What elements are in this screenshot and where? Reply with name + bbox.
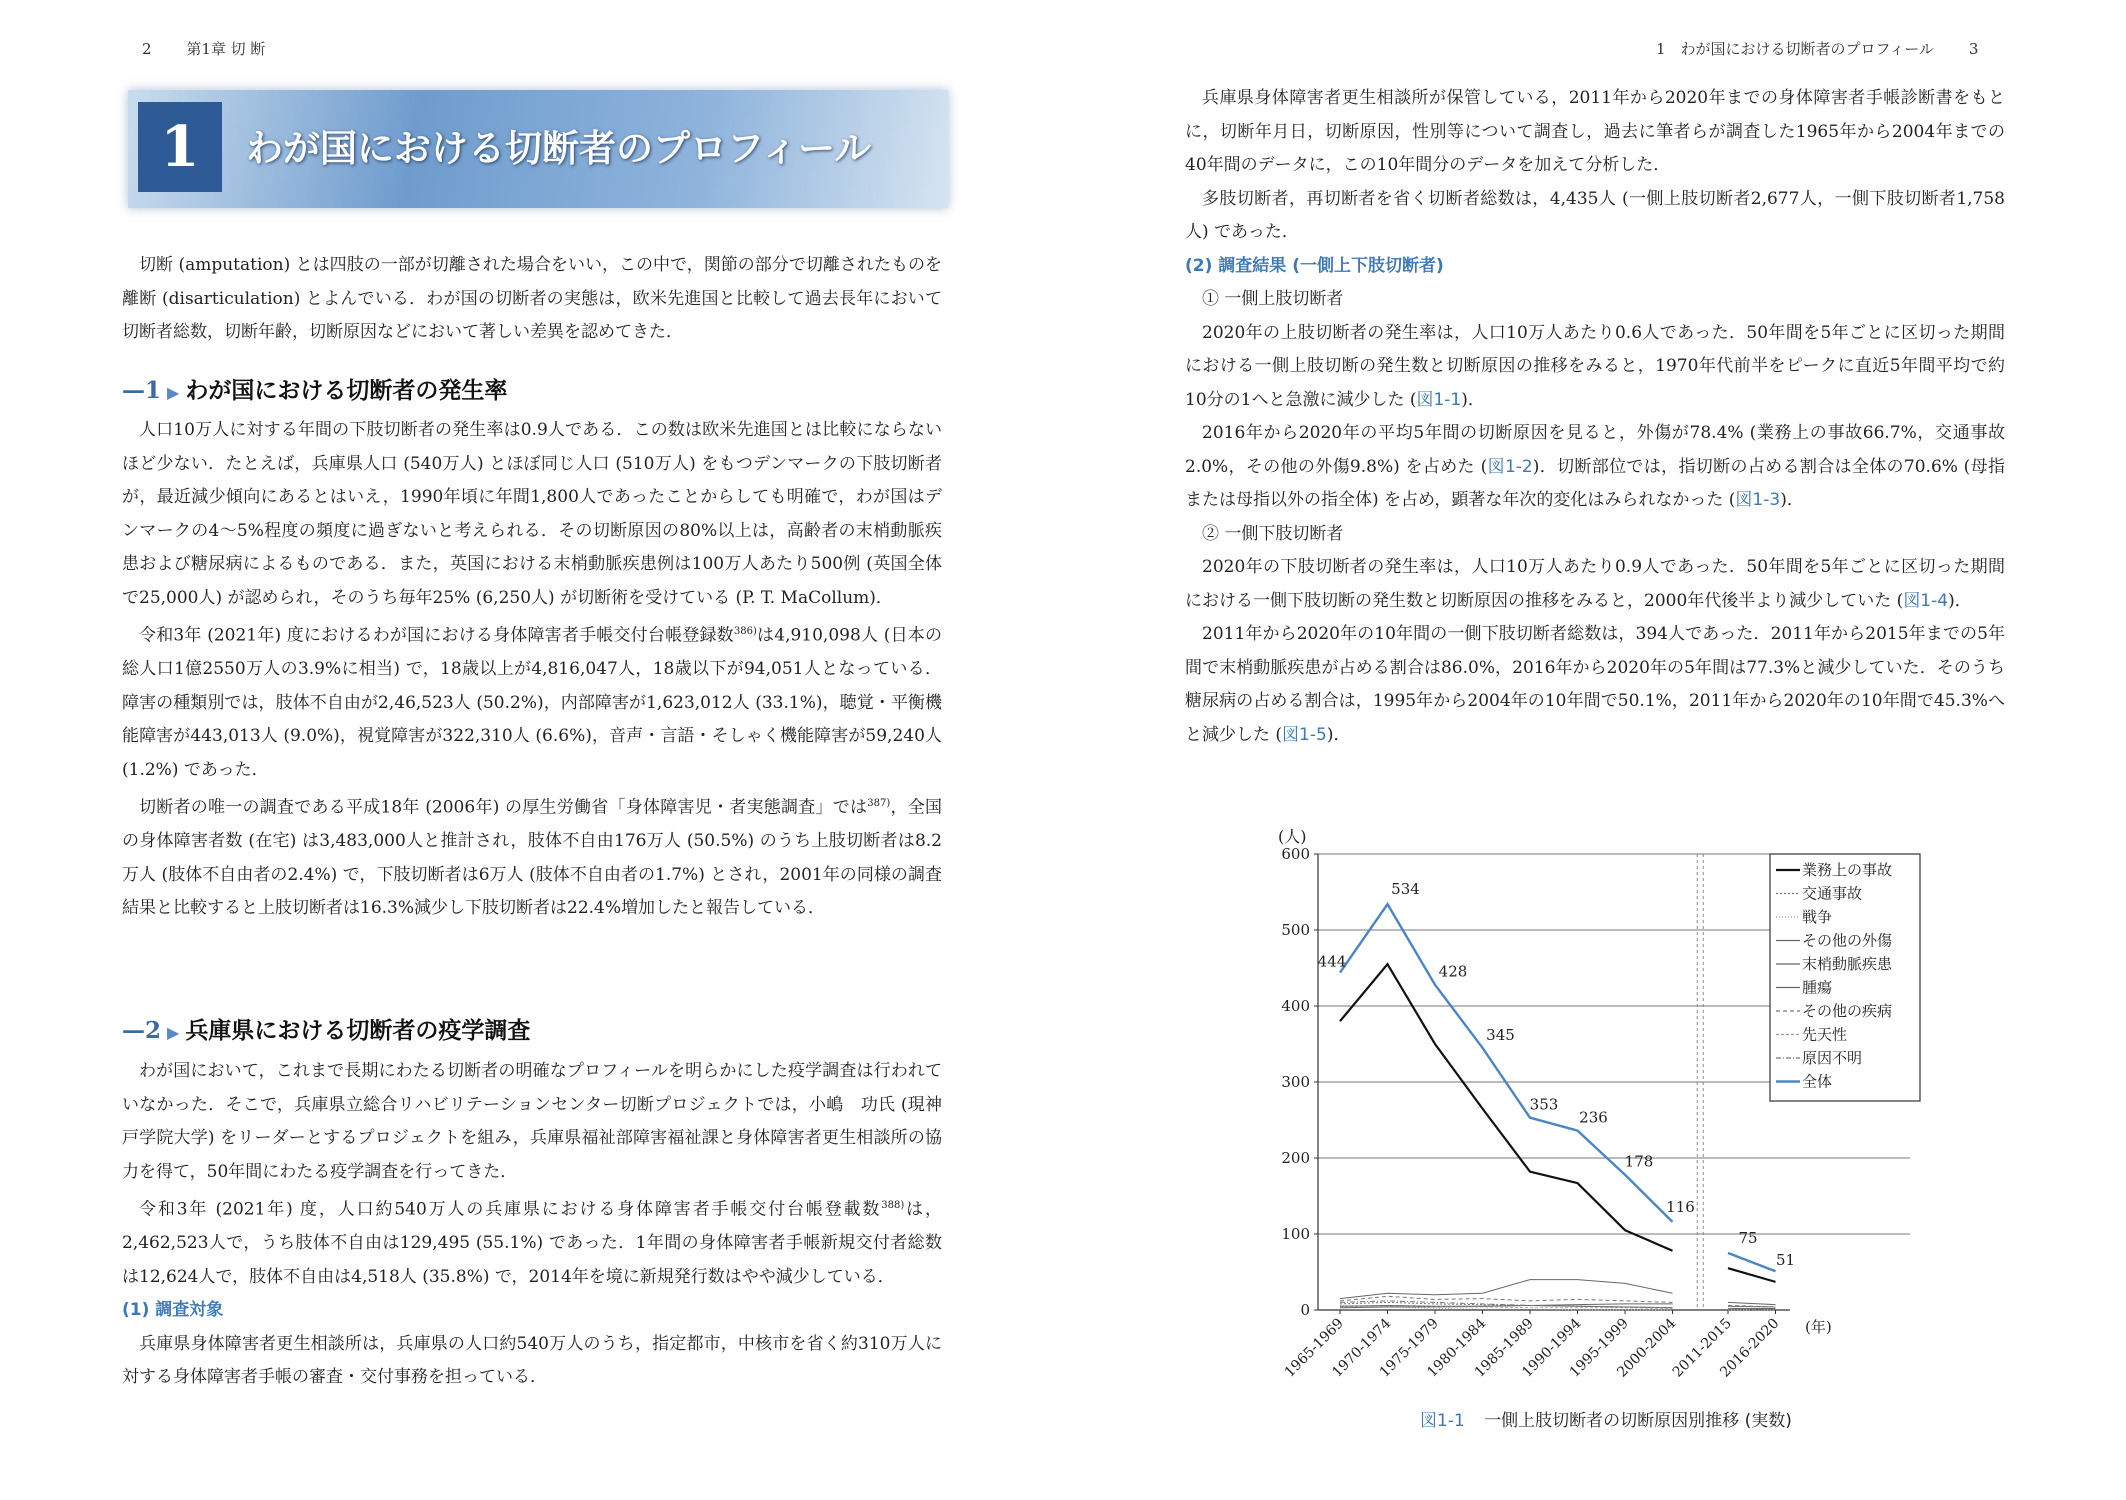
series-line-4 xyxy=(1728,1302,1776,1304)
section-1-title: わが国における切断者の発生率 xyxy=(185,377,508,404)
legend-entry: その他の疾病 xyxy=(1802,1002,1893,1020)
y-tick-label: 0 xyxy=(1300,1301,1310,1319)
data-label: 428 xyxy=(1438,962,1468,981)
right-page-number: 3 xyxy=(1968,40,1979,58)
legend-entry: 原因不明 xyxy=(1802,1049,1863,1067)
right-paragraph-2: 多肢切断者，再切断者を省く切断者総数は，4,435人 (一側上肢切断者2,677人，一側下肢切断者1,758人) であった． xyxy=(1185,188,2005,242)
section-1-number: 1 xyxy=(145,377,162,404)
data-label: 444 xyxy=(1317,952,1347,971)
x-axis-label: (年) xyxy=(1805,1318,1832,1336)
data-label: 116 xyxy=(1666,1197,1695,1216)
legend-entry: その他の外傷 xyxy=(1802,931,1893,950)
y-tick-label: 200 xyxy=(1281,1149,1310,1167)
section-1-heading: —1 ▶ わが国における切断者の発生率 xyxy=(122,377,508,404)
section-2-paragraph-2: 令和3年 (2021年) 度，人口約540万人の兵庫県における身体障害者手帳交付台帳登載数$^{388)}$は，2,462,523人で，うち肢体不自由は129,495 (55.1%) であった．1年間の身体障害者手帳新規交付者総数は12,624人で，肢体不自由は4,518人 (35.8%) で，2014年を境に新規発行数はやや減少している． xyxy=(122,1199,943,1287)
x-tick-label: 1985-1989 xyxy=(1471,1315,1537,1381)
item-1-heading: ① 一側上肢切断者 xyxy=(1202,289,1344,309)
series-line-10 xyxy=(1340,904,1673,1222)
series-line-4 xyxy=(1340,1280,1673,1299)
left-running-head xyxy=(142,38,265,59)
triangle-icon: ▶ xyxy=(167,1023,180,1042)
series-line-10 xyxy=(1728,1253,1776,1271)
subsection-1-paragraph: 兵庫県身体障害者更生相談所は，兵庫県の人口約540万人のうち，指定都市，中核市を省く約310万人に対する身体障害者手帳の審査・交付事務を担っている． xyxy=(122,1333,942,1388)
right-paragraph-1: 兵庫県身体障害者更生相談所が保管している，2011年から2020年までの身体障害者手帳診断書をもとに，切断年月日，切断原因，性別等について調査し，過去に筆者らが調査した1965年から2004年までの40年間のデータに，この10年間分のデータを加えて分析した． xyxy=(1185,88,2005,175)
item-1-paragraph-2: 2016年から2020年の平均5年間の切断原因を見ると，外傷が78.4% (業務上の事故66.7%，交通事故2.0%，その他の外傷9.8%) を占めた (図1-2)．切断部位では，指切断の占める割合は全体の70.6% (母指または母指以外の指全体) を占め，顕著な年次的変化はみられなかった (図1-3)． xyxy=(1185,423,2005,510)
y-axis-label: (人) xyxy=(1278,827,1307,846)
item-2-heading: ② 一側下肢切断者 xyxy=(1202,523,1344,544)
legend-entry: 全体 xyxy=(1802,1072,1833,1091)
chapter-section-banner xyxy=(128,90,948,208)
subsection-1-heading: (1) 調査対象 xyxy=(122,1300,224,1321)
section-2-paragraph-1: わが国において，これまで長期にわたる切断者の明確なプロフィールを明らかにした疫学調査は行われていなかった．そこで，兵庫県立総合リハビリテーションセンター切断プロジェクトでは，小嶋 功氏 (現神戸学院大学) をリーダーとするプロジェクトを組み，兵庫県福祉部障害福祉課と身体障害者更生相談所の協力を得て，50年間にわたる疫学調査を行ってきた． xyxy=(122,1061,942,1182)
section-2-heading: —2 ▶ 兵庫県における切断者の疫学調査 xyxy=(122,1017,531,1044)
legend-entry: 末梢動脈疾患 xyxy=(1802,955,1893,973)
data-label: 534 xyxy=(1391,880,1420,899)
item-1-paragraph-1: 2020年の上肢切断者の発生率は，人口10万人あたり0.6人であった．50年間を5年ごとに区切った期間における一側上肢切断の発生数と切断原因の推移をみると，1970年代前半をピークに直近5年間平均で約10分の1へと急激に減少した (図1-1)． xyxy=(1185,322,2005,410)
triangle-icon: ▶ xyxy=(167,383,180,402)
section-2-number: 2 xyxy=(145,1017,162,1044)
x-tick-label: 1995-1999 xyxy=(1566,1315,1632,1381)
legend-entry: 交通事故 xyxy=(1802,884,1863,903)
x-tick-label: 1965-1969 xyxy=(1281,1315,1347,1381)
figure-ref-1-3[interactable]: 図1-3 xyxy=(1735,490,1781,510)
x-tick-label: 1970-1974 xyxy=(1329,1315,1395,1381)
legend-entry: 戦争 xyxy=(1802,908,1833,926)
x-tick-label: 1975-1979 xyxy=(1376,1315,1442,1381)
banner-title: わが国における切断者のプロフィール xyxy=(246,126,872,170)
data-label: 75 xyxy=(1738,1229,1758,1247)
figure-caption-text: 一側上肢切断者の切断原因別推移 (実数) xyxy=(1484,1411,1792,1431)
series-line-1 xyxy=(1728,1268,1776,1282)
figure-ref-1-1[interactable]: 図1-1 xyxy=(1416,389,1462,410)
item-2-paragraph-1: 2020年の下肢切断者の発生率は，人口10万人あたり0.9人であった．50年間を5年ごとに区切った期間における一側下肢切断の発生数と切断原因の推移をみると，2000年代後半より減少していた (図1-4)． xyxy=(1185,557,2005,611)
right-running-head xyxy=(1656,38,1978,59)
x-tick-label: 1980-1984 xyxy=(1424,1315,1490,1381)
figure-caption-label: 図1-1 xyxy=(1420,1411,1465,1431)
right-section-title: 1 わが国における切断者のプロフィール xyxy=(1656,40,1935,58)
legend-entry: 業務上の事故 xyxy=(1802,861,1893,879)
data-label: 353 xyxy=(1529,1095,1559,1114)
y-tick-label: 400 xyxy=(1281,997,1310,1015)
reference-386: 386) xyxy=(733,626,757,637)
left-page-number: 2 xyxy=(142,40,152,58)
figure-ref-1-2[interactable]: 図1-2 xyxy=(1487,456,1533,477)
data-label: 345 xyxy=(1486,1025,1515,1044)
legend-entry: 先天性 xyxy=(1802,1025,1848,1044)
data-label: 178 xyxy=(1624,1152,1654,1171)
chapter-title: 第1章 切 断 xyxy=(186,40,266,58)
section-1-body xyxy=(122,414,942,926)
section-1-paragraph-3: 切断者の唯一の調査である平成18年 (2006年) の厚生労働省「身体障害児・者実態調査」では$^{387)}$，全国の身体障害者数 (在宅) は3,483,000人と推計され，肢体不自由176万人 (50.5%) のうち上肢切断者は8.2万人 (肢体不自由者の2.4%) で，下肢切断者は6万人 (肢体不自由者の1.7%) とされ，2001年の同様の調査結果と比較すると上肢切断者は16.3%減少し下肢切断者は22.4%増加したと報告している． xyxy=(122,797,943,919)
section-2-body xyxy=(122,1055,942,1395)
data-label: 236 xyxy=(1579,1108,1608,1127)
x-tick-label: 1990-1994 xyxy=(1519,1315,1585,1381)
data-label: 51 xyxy=(1775,1251,1796,1270)
x-tick-label: 2011-2015 xyxy=(1669,1315,1735,1381)
x-tick-label: 2000-2004 xyxy=(1614,1315,1680,1381)
figure-1-1-line-chart xyxy=(1260,818,2000,1398)
series-line-1 xyxy=(1340,964,1673,1251)
reference-388: 388) xyxy=(881,1200,905,1211)
right-body-text xyxy=(1185,82,2005,752)
figure-ref-1-5[interactable]: 図1-5 xyxy=(1282,724,1327,745)
series-line-7 xyxy=(1340,1296,1673,1302)
section-1-paragraph-1: 人口10万人に対する年間の下肢切断者の発生率は0.9人である．この数は欧米先進国とは比較にならないほど少ない．たとえば，兵庫県人口 (540万人) とほぼ同じ人口 (510万人) をもつデンマークの下肢切断者が，最近減少傾向にあるとはいえ，1990年頃に年間1,800人であったことからしても明確で，わが国はデンマークの4～5%程度の頻度に過ぎないと考えられる．その切断原因の80%以上は，高齢者の末梢動脈疾患および糖尿病によるものである．また，英国における末梢動脈疾患例は100万人あたり500例 (英国全体で25,000人) が認められ，そのうち毎年25% (6,250人) が切断術を受けている (P. T. MaCollum)． xyxy=(122,420,942,608)
banner-number: 1 xyxy=(138,102,222,192)
y-tick-label: 500 xyxy=(1281,921,1310,939)
figure-caption xyxy=(1420,1406,1792,1431)
subsection-2-heading: (2) 調査結果 (一側上下肢切断者) xyxy=(1185,255,1444,276)
section-1-paragraph-2: 令和3年 (2021年) 度におけるわが国における身体障害者手帳交付台帳登録数$^{386)}$は4,910,098人 (日本の総人口1億2550万人の3.9%に相当) で，18歳以上が4,816,047人，18歳以下が94,051人となっている．障害の種類別では，肢体不自由が2,46,523人 (50.2%)，内部障害が1,623,012人 (33.1%)，聴覚・平衡機能障害が443,013人 (9.0%)，視覚障害が322,310人 (6.6%)，音声・言語・そしゃく機能障害が59,240人 (1.2%) であった． xyxy=(122,625,942,780)
reference-387: 387) xyxy=(867,798,891,810)
item-2-paragraph-2: 2011年から2020年の10年間の一側下肢切断者総数は，394人であった．2011年から2015年までの5年間で末梢動脈疾患が占める割合は86.0%，2016年から2020年の5年間は77.3%と減少していた．そのうち糖尿病の占める割合は，1995年から2004年の10年間で50.1%，2011年から2020年の10年間で45.3%へと減少した (図1-5)． xyxy=(1185,624,2005,745)
x-tick-label: 2016-2020 xyxy=(1717,1315,1783,1381)
y-tick-label: 600 xyxy=(1281,845,1310,863)
y-tick-label: 300 xyxy=(1281,1073,1310,1091)
figure-ref-1-4[interactable]: 図1-4 xyxy=(1903,590,1949,611)
y-tick-label: 100 xyxy=(1281,1225,1310,1243)
intro-paragraph: 切断 (amputation) とは四肢の一部が切離された場合をいい，この中で，関節の部分で切離されたものを離断 (disarticulation) とよんでいる．わが国の切断者の実態は，欧米先進国と比較して過去長年において切断者総数，切断年齢，切断原因などにおいて著しい差異を認めてきた． xyxy=(122,255,942,342)
legend-entry: 腫瘍 xyxy=(1802,978,1833,997)
section-2-title: 兵庫県における切断者の疫学調査 xyxy=(185,1017,531,1044)
